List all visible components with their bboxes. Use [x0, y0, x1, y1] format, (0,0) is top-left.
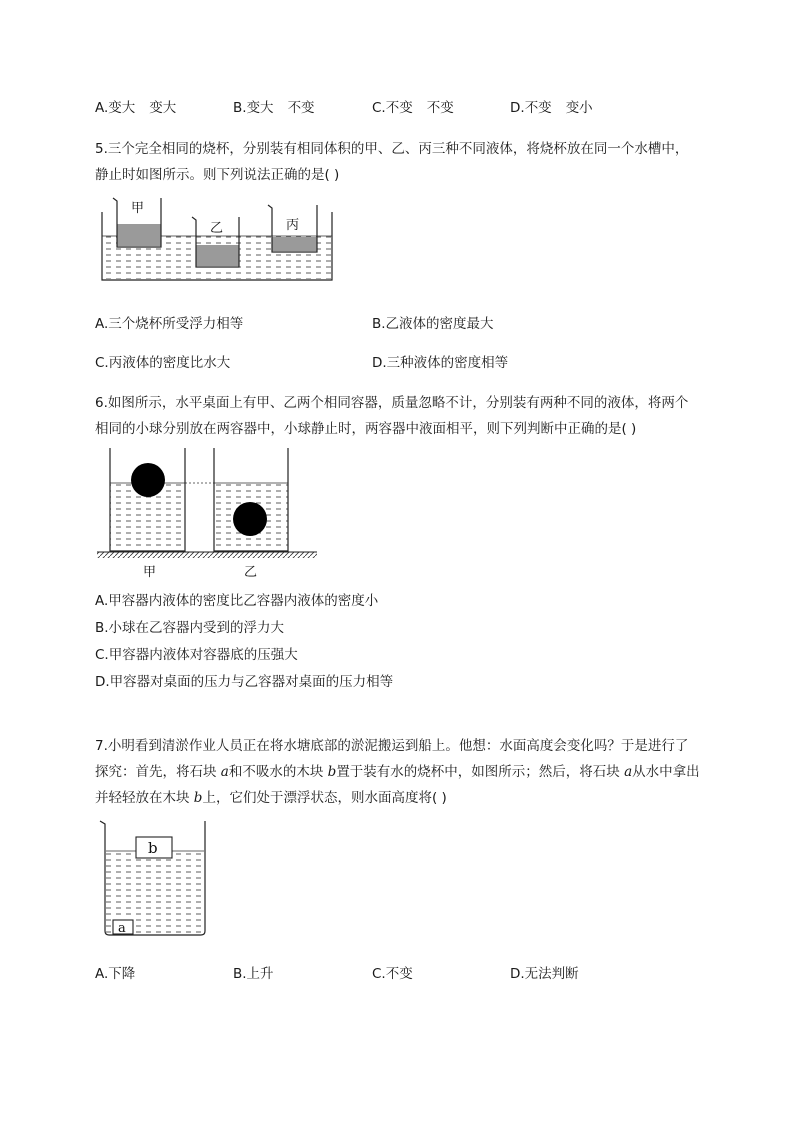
q5-option-b[interactable]: B.乙液体的密度最大 — [372, 316, 494, 332]
option-letter: D. — [510, 100, 525, 116]
q6-option-b[interactable]: B.小球在乙容器内受到的浮力大 — [95, 620, 285, 636]
q7-option-c[interactable]: C.不变 — [372, 966, 413, 982]
label-a: a — [118, 921, 126, 936]
label-bing: 丙 — [286, 218, 300, 233]
q5-stem: 5.三个完全相同的烧杯，分别装有相同体积的甲、乙、丙三种不同液体，将烧杯放在同一个水槽中，静止时如图所示。则下列说法正确的是( ) — [95, 141, 689, 183]
q5-option-d[interactable]: D.三种液体的密度相等 — [372, 355, 509, 371]
option-value-2: 不变 — [426, 100, 454, 116]
q7-option-b[interactable]: B.上升 — [233, 966, 274, 982]
option-letter: A. — [95, 100, 109, 116]
option-value-1: 不变 — [524, 100, 552, 116]
label-jia: 甲 — [143, 565, 157, 580]
option-letter: C. — [372, 100, 386, 116]
var-a: a — [220, 764, 229, 780]
stem-part: 从水中拿出并轻轻放在木块 — [95, 764, 700, 806]
q6-figure — [95, 446, 320, 582]
label-yi: 乙 — [244, 565, 258, 580]
option-value-1: 不变 — [385, 100, 413, 116]
var-a: a — [624, 764, 633, 780]
option-letter: B. — [233, 100, 247, 116]
q6-option-c[interactable]: C.甲容器内液体对容器底的压强大 — [95, 647, 298, 663]
q5-option-c[interactable]: C.丙液体的密度比水大 — [95, 355, 231, 371]
q4-option-d[interactable] — [510, 96, 593, 116]
stem-part: 置于装有水的烧杯中，如图所示；然后，将石块 — [336, 764, 625, 780]
label-jia: 甲 — [131, 201, 145, 216]
label-yi: 乙 — [210, 221, 224, 236]
stem-part: 7.小明看到清淤作业人员正在将水塘底部的淤泥搬运到船上。他想：水面高度会变化吗？于是进行了探究：首先，将石块 — [95, 738, 689, 780]
option-value-2: 不变 — [287, 100, 315, 116]
table-surface — [97, 552, 317, 558]
q6-option-a[interactable]: A.甲容器内液体的密度比乙容器内液体的密度小 — [95, 593, 379, 609]
q5-option-a[interactable]: A.三个烧杯所受浮力相等 — [95, 316, 244, 332]
q7-option-d[interactable]: D.无法判断 — [510, 966, 579, 982]
option-value-1: 变大 — [246, 100, 274, 116]
stem-part: 和不吸水的木块 — [228, 764, 328, 780]
q4-option-c[interactable] — [372, 96, 454, 116]
q6-stem: 6.如图所示，水平桌面上有甲、乙两个相同容器，质量忽略不计，分别装有两种不同的液体，将两个相同的小球分别放在两容器中，小球静止时，两容器中液面相平，则下列判断中正确的是( ) — [95, 395, 689, 437]
stem-part: 上，它们处于漂浮状态，则水面高度将( ) — [202, 790, 447, 806]
q6-option-d[interactable]: D.甲容器对桌面的压力与乙容器对桌面的压力相等 — [95, 674, 394, 690]
ball-jia — [131, 463, 165, 497]
ball-yi — [233, 502, 267, 536]
option-value-1: 变大 — [108, 100, 136, 116]
q7-figure — [95, 815, 210, 940]
option-value-2: 变大 — [149, 100, 177, 116]
var-b: b — [327, 764, 337, 780]
var-b: b — [193, 790, 203, 806]
q7-stem — [95, 733, 700, 811]
q7-option-a[interactable]: A.下降 — [95, 966, 136, 982]
q5-figure — [95, 192, 340, 284]
q4-option-a[interactable] — [95, 96, 176, 116]
label-b: b — [148, 839, 158, 857]
option-value-2: 变小 — [565, 100, 593, 116]
q4-option-b[interactable] — [233, 96, 315, 116]
